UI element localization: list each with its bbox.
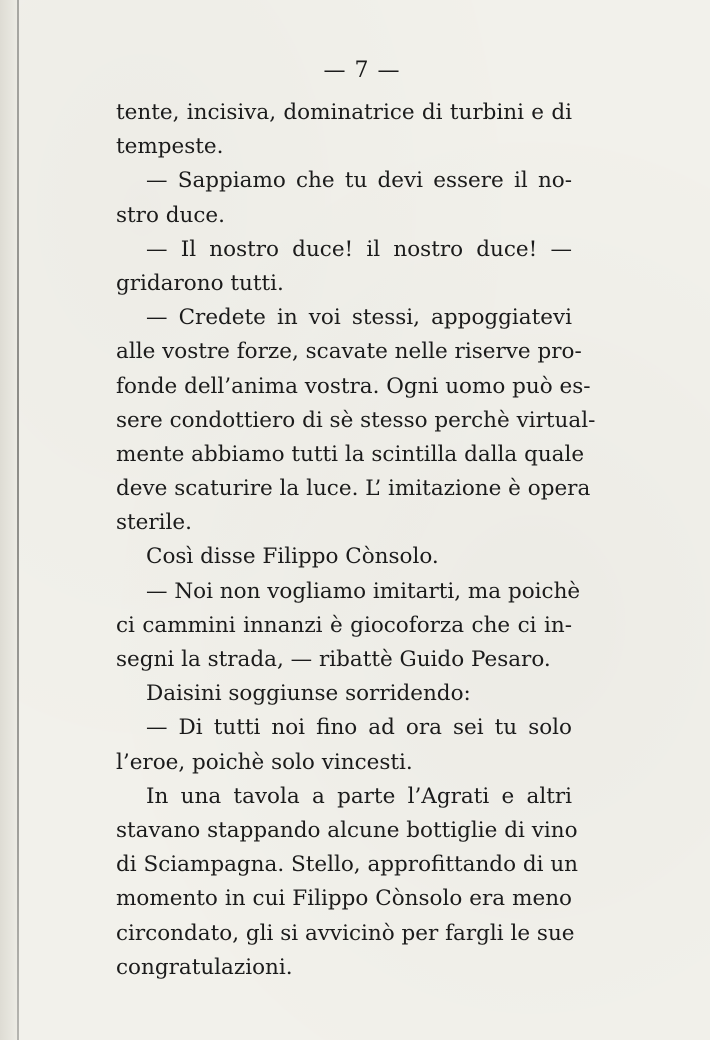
text-line: — Il nostro duce! il nostro duce! — [146, 236, 572, 262]
spine-shadow [0, 0, 17, 1040]
text-line: stavano stappando alcune bottiglie di vino [116, 817, 578, 843]
text-line: — Di tutti noi fino ad ora sei tu solo [146, 715, 572, 741]
page-edge-line [17, 0, 19, 1040]
text-line: In una tavola a parte l’Agrati e altri [146, 783, 572, 809]
text-line: sterile. [116, 510, 192, 536]
text-line: mente abbiamo tutti la scintilla dalla quale [116, 441, 585, 467]
body-text [116, 96, 596, 985]
text-line: ci cammini innanzi è giocoforza che ci in- [116, 612, 572, 638]
text-line: l’eroe, poichè solo vincesti. [116, 749, 413, 775]
text-line: Daisini soggiunse sorridendo: [146, 681, 471, 707]
text-line: congratulazioni. [116, 954, 293, 980]
text-line: alle vostre forze, scavate nelle riserve pro- [116, 339, 582, 365]
text-line: deve scaturire la luce. L’ imitazione è opera [116, 476, 591, 502]
text-line: sere condottiero di sè stesso perchè virtual- [116, 407, 596, 433]
text-line: momento in cui Filippo Cònsolo era meno [116, 886, 572, 912]
text-line: — Noi non vogliamo imitarti, ma poichè [146, 578, 581, 604]
text-line: — Sappiamo che tu devi essere il no- [146, 168, 572, 194]
text-line: stro duce. [116, 202, 225, 228]
text-line: di Sciampagna. Stello, approfittando di un [116, 852, 579, 878]
text-line: tente, incisiva, dominatrice di turbini e di [116, 100, 572, 125]
text-line: Così disse Filippo Cònsolo. [146, 544, 439, 570]
text-line: circondato, gli si avvicinò per fargli le sue [116, 920, 575, 946]
text-line: — Credete in voi stessi, appoggiatevi [146, 305, 572, 331]
text-line: tempeste. [116, 134, 224, 160]
text-line: fonde dell’anima vostra. Ogni uomo può es- [116, 373, 591, 399]
text-line: segni la strada, — ribattè Guido Pesaro. [116, 647, 551, 672]
text-line: gridarono tutti. [116, 270, 284, 296]
page-number: — 7 — [323, 58, 401, 83]
